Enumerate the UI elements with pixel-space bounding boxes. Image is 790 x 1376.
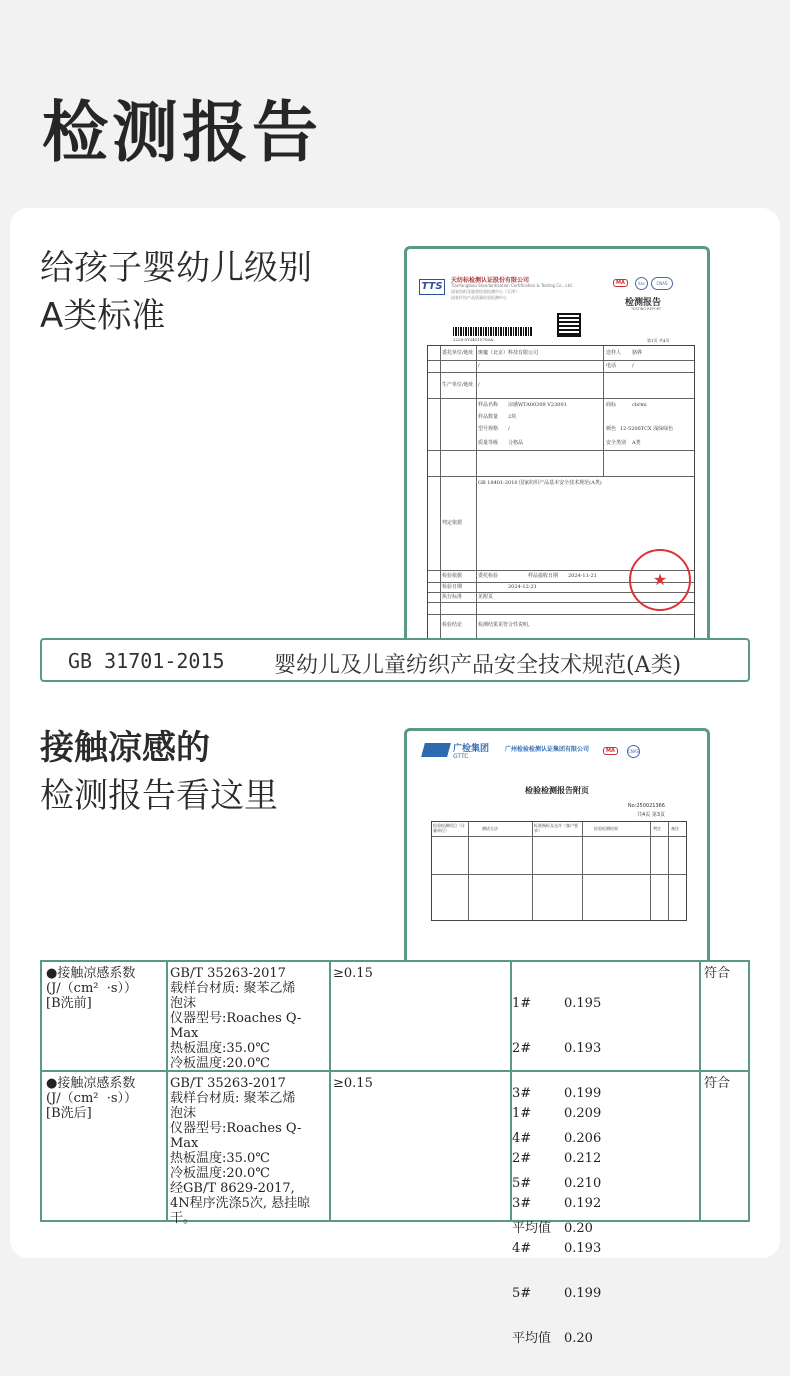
- row-receive-value: 2024-11-21: [568, 573, 597, 579]
- row2-avg-value: 0.20: [564, 1331, 593, 1346]
- standard-name: 婴幼儿及儿童纺织产品安全技术规范(A类): [274, 653, 682, 678]
- red-seal-stamp: [629, 549, 691, 611]
- row1-value-4: 0.206: [564, 1131, 602, 1146]
- col-header-remark: 备注: [671, 826, 679, 831]
- report-org-sub1: Tianfangbiao Standardization Certification & Testing Co., Ltd.: [451, 283, 573, 288]
- row-address-value: /: [478, 363, 480, 369]
- row-client-value: 斑魔（北京）科技有限公司: [478, 350, 539, 356]
- report-org-sub2: 国家纺织及服装检验检测中心（天津）: [451, 289, 519, 294]
- gttc-org-name: 广州检验检测认证集团有限公司: [505, 746, 590, 753]
- row-phone-label: 电话: [606, 363, 617, 369]
- row-color-label: 颜色: [606, 426, 617, 432]
- section1-heading: [40, 244, 312, 340]
- row-standard-label: 执行标准: [442, 594, 463, 600]
- star-icon: ★: [652, 570, 668, 589]
- attachment-report-no: No:250021366: [627, 803, 665, 809]
- row-receive-label: 样品接收日期: [528, 573, 559, 579]
- cooling-result-table: [40, 960, 750, 1346]
- row1-method: GB/T 35263-2017 载样台材质: 聚苯乙烯 泡沫 仪器型号:Roaches Q- Max 热板温度:35.0℃ 冷板温度:20.0℃: [170, 966, 302, 1071]
- gttc-logo-icon: [421, 743, 451, 757]
- row-standard-value: 见附页: [478, 594, 494, 600]
- page-title: 检测报告: [42, 94, 322, 171]
- row2-value-3: 0.192: [564, 1196, 602, 1211]
- section2-heading-line2: 检测报告看这里: [40, 776, 278, 816]
- row-client-label2: 送样人: [606, 350, 622, 356]
- row1-avg-value: 0.20: [564, 1221, 593, 1236]
- ilac-icon: ilac: [635, 277, 648, 290]
- attachment-page-info: 共4页 第3页: [637, 812, 665, 818]
- ma-badge-2: MA: [603, 747, 618, 755]
- row1-value-1: 0.195: [564, 996, 602, 1011]
- section2-heading-line1: 接触凉感的: [40, 728, 210, 768]
- row-safety-label: 安全类别: [606, 440, 627, 446]
- attachment-title: 检验检测报告附页: [525, 785, 589, 795]
- row2-value-1: 0.209: [564, 1106, 602, 1121]
- report-org-name: 天纺标检测认证股份有限公司: [451, 277, 530, 284]
- cooling-test-report-image: [404, 728, 710, 968]
- row1-sample-4: 4#: [512, 1131, 532, 1146]
- row-grade-label: 质量等级: [478, 440, 499, 446]
- row-method-label: 检验依据: [442, 573, 463, 579]
- attachment-table: [431, 821, 687, 921]
- report-org-sub3: 国家针纺产品质量检验检测中心: [451, 295, 507, 300]
- row1-sample-1: 1#: [512, 996, 532, 1011]
- row2-verdict: 符合: [704, 1076, 731, 1091]
- row-client-label: 委托单位/地址: [442, 350, 474, 356]
- row-color-value: 12-5206TCX 浅绿绿色: [620, 426, 674, 432]
- tts-logo: TTS: [419, 279, 445, 295]
- section2-heading: [40, 724, 278, 820]
- row1-requirement: ≥0.15: [333, 966, 373, 981]
- cnas-icon-2: CNAS: [627, 745, 640, 758]
- row-safety-value: A类: [632, 440, 641, 446]
- row2-values: [564, 1076, 601, 1376]
- barcode-graphic: [453, 327, 533, 336]
- row-conclusion-label: 检验结论: [442, 622, 463, 628]
- col-header-result: 检验检测结果: [594, 826, 618, 831]
- row1-avg-label: 平均值: [512, 1221, 552, 1236]
- row-sample-label: 样品名称: [478, 402, 499, 408]
- barcode-text: 2220-0Y24115700A: [453, 337, 493, 342]
- row-phone-value: /: [632, 363, 634, 369]
- gttc-brand: 广检集团: [453, 744, 490, 754]
- row-qty-value: 2块: [508, 414, 517, 420]
- row-producer-value: /: [478, 382, 480, 388]
- row-method-value: 委托检验: [478, 573, 499, 579]
- section1-heading-line1: 给孩子婴幼儿级别: [40, 248, 312, 288]
- report-title-en: TESTING REPORT: [631, 307, 662, 311]
- row-conclusion-value: 检测结果见符合性说明。: [478, 622, 534, 628]
- row2-requirement: ≥0.15: [333, 1076, 373, 1091]
- row2-sample-1: 1#: [512, 1106, 532, 1121]
- row1-value-3: 0.199: [564, 1086, 602, 1101]
- row1-sample-2: 2#: [512, 1041, 532, 1056]
- row2-value-4: 0.193: [564, 1241, 602, 1256]
- row-model-label: 型号规格: [478, 426, 499, 432]
- qr-code: [557, 313, 581, 337]
- row1-sample-5: 5#: [512, 1176, 532, 1191]
- row-basis-label: 判定依据: [442, 520, 463, 526]
- row1-sample-3: 3#: [512, 1086, 532, 1101]
- row-model-value: /: [508, 426, 510, 432]
- row2-value-5: 0.199: [564, 1286, 602, 1301]
- standard-banner: [40, 638, 750, 682]
- report-title: 检测报告: [625, 298, 662, 308]
- row2-sample-2: 2#: [512, 1151, 532, 1166]
- row1-verdict: 符合: [704, 966, 731, 981]
- test-report-image: [404, 246, 710, 644]
- col-header-requirement: 标准指标及允许（客户要求）: [534, 823, 578, 833]
- standard-code: GB 31701-2015: [68, 649, 225, 673]
- col-header-method: 测试方法: [482, 826, 498, 831]
- row2-item: ●接触凉感系数 (J/（cm² ·s）） [B洗后]: [46, 1076, 138, 1121]
- row2-method: GB/T 35263-2017 载样台材质: 聚苯乙烯 泡沫 仪器型号:Roaches Q- Max 热板温度:35.0℃ 冷板温度:20.0℃ 经GB/T 8629-2017, 4N程序洗涤5次, 悬挂晾 干。: [170, 1076, 311, 1226]
- row2-avg-label: 平均值: [512, 1331, 552, 1346]
- row-qty-label: 样品数量: [478, 414, 499, 420]
- row-basis-value: GB 18401-2010 国家纺织产品基本安全技术规范(A类): [478, 480, 602, 486]
- col-header-verdict: 判定: [653, 826, 661, 831]
- row-sample-value: 凉感WTA00309 V23001: [508, 402, 567, 408]
- row-date-label: 检验日期: [442, 584, 463, 590]
- row2-sample-labels: [512, 1076, 551, 1376]
- col-header-item: 检验检测项目（计量单位）: [433, 823, 465, 833]
- cnas-icon: CNAS: [651, 277, 673, 290]
- row2-sample-5: 5#: [512, 1286, 532, 1301]
- row-client-value2: 骆骅: [632, 350, 643, 356]
- row-producer-label: 生产单位/地址: [442, 382, 474, 388]
- row1-value-5: 0.210: [564, 1176, 602, 1191]
- report-page-info: 第1页 共4页: [647, 338, 670, 343]
- row2-sample-3: 3#: [512, 1196, 532, 1211]
- row-date-value: 2024-12-21: [508, 584, 537, 590]
- row-brand-value: cbrmi: [632, 402, 647, 408]
- row2-sample-4: 4#: [512, 1241, 532, 1256]
- row2-value-2: 0.212: [564, 1151, 602, 1166]
- section1-heading-line2: A类标准: [40, 296, 166, 336]
- row-brand-label: 商标: [606, 402, 617, 408]
- gttc-brand-en: GTTC: [453, 753, 469, 760]
- row1-item: ●接触凉感系数 (J/（cm² ·s）） [B洗前]: [46, 966, 138, 1011]
- ma-badge: MA: [613, 279, 628, 287]
- row-grade-value: 合格品: [508, 440, 524, 446]
- row1-value-2: 0.193: [564, 1041, 602, 1056]
